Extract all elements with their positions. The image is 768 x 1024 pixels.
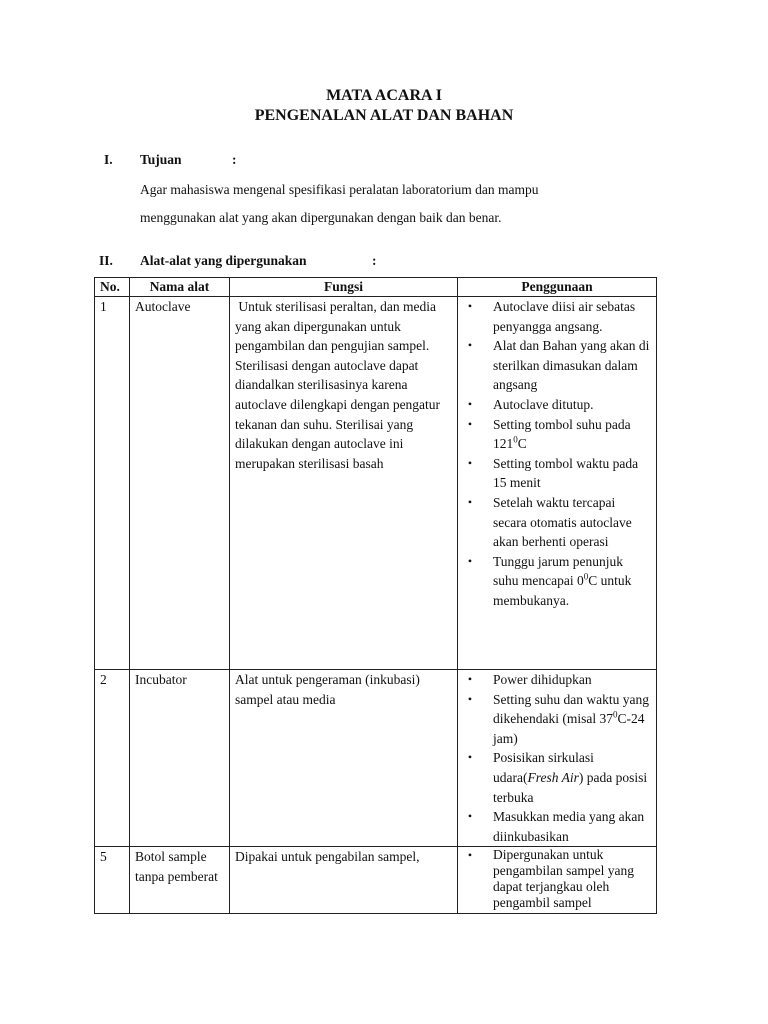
usage-step — [463, 690, 651, 749]
usage-step-text: Posisikan sirkulasi udara( — [493, 750, 594, 785]
header-nama-alat: Nama alat — [130, 278, 230, 297]
usage-step — [463, 807, 651, 846]
section-title: Alat-alat yang dipergunakan — [140, 253, 307, 268]
bullet-icon: • — [467, 672, 473, 686]
cell-no: 1 — [95, 297, 130, 670]
usage-step — [463, 670, 651, 690]
usage-step-text: C — [517, 436, 527, 452]
title-line-2: PENGENALAN ALAT DAN BAHAN — [254, 107, 514, 124]
usage-step — [463, 395, 651, 415]
bullet-icon: • — [467, 338, 473, 353]
tujuan-paragraph — [140, 176, 620, 232]
paragraph-line: Agar mahasiswa mengenal spesifikasi peralatan laboratorium dan mampu — [140, 182, 539, 197]
degree-superscript: 0 — [612, 709, 618, 720]
degree-superscript: 0 — [583, 571, 589, 582]
usage-step-text: Setelah waktu tercapai secara otomatis autoclave akan berhenti operasi — [493, 494, 632, 550]
paragraph-line: menggunakan alat yang akan dipergunakan dengan baik dan benar. — [140, 210, 502, 225]
page-title — [0, 86, 768, 126]
section-number: II. — [99, 253, 113, 268]
bullet-icon: • — [467, 416, 473, 431]
header-penggunaan: Penggunaan — [458, 278, 657, 297]
cell-nama-alat: Autoclave — [130, 297, 230, 670]
section-title: Tujuan — [140, 152, 182, 167]
table-row — [95, 670, 657, 847]
cell-penggunaan — [458, 847, 657, 914]
title-line-1: MATA ACARA I — [326, 87, 442, 104]
header-fungsi: Fungsi — [230, 278, 458, 297]
cell-fungsi: Alat untuk pengeraman (inkubasi) sampel atau media — [230, 670, 458, 847]
usage-step-text: Alat dan Bahan yang akan di sterilkan dimasukan dalam angsang — [493, 338, 650, 393]
usage-step — [463, 297, 651, 336]
bullet-icon: • — [467, 553, 473, 568]
usage-step-text: Setting suhu dan waktu yang dikehendaki (misal 37 — [493, 691, 649, 727]
table-row — [95, 297, 657, 670]
usage-step — [463, 454, 651, 493]
cell-penggunaan — [458, 670, 657, 847]
bullet-icon: • — [467, 455, 473, 470]
usage-step — [463, 847, 651, 911]
cell-penggunaan — [458, 297, 657, 670]
cell-nama-alat: Incubator — [130, 670, 230, 847]
bullet-icon: • — [467, 691, 473, 706]
bullet-icon: • — [467, 299, 473, 313]
usage-step-text: Autoclave diisi air sebatas penyangga angsang. — [493, 299, 636, 334]
usage-steps-list — [463, 297, 651, 611]
usage-step-text: Dipergunakan untuk pengambilan sampel yang dapat terjangkau oleh pengambil sampel — [493, 847, 634, 911]
usage-steps-list — [463, 847, 651, 911]
cell-fungsi: Dipakai untuk pengabilan sampel, — [230, 847, 458, 914]
usage-step-text: Masukkan media yang akan diinkubasikan — [493, 809, 645, 844]
bullet-icon: • — [467, 750, 473, 765]
table-row — [95, 847, 657, 914]
usage-step — [463, 493, 651, 552]
bullet-icon: • — [467, 494, 473, 509]
usage-steps-list — [463, 670, 651, 846]
usage-step-emphasis: Fresh Air — [527, 769, 579, 785]
usage-step-text: C untuk membukanya. — [493, 573, 632, 608]
usage-step-text: Autoclave ditutup. — [493, 396, 594, 412]
degree-superscript: 0 — [513, 434, 518, 445]
section-colon: : — [372, 253, 377, 268]
section-number: I. — [104, 152, 113, 167]
cell-no: 2 — [95, 670, 130, 847]
usage-step — [463, 552, 651, 611]
cell-fungsi: Untuk sterilisasi peraltan, dan media yang akan dipergunakan untuk pengambilan dan pengujian sampel. Sterilisasi dengan autoclave dapat diandalkan sterilisasinya karena autoclave dilengkapi dengan pengatur tekanan dan suhu. Sterilisai yang dilakukan dengan autoclave ini merupakan sterilisasi basah — [230, 297, 458, 670]
cell-no: 5 — [95, 847, 130, 914]
table-header-row — [95, 278, 657, 297]
header-no: No. — [95, 278, 130, 297]
bullet-icon: • — [467, 396, 473, 411]
usage-step-text: Tunggu jarum penunjuk suhu mencapai 0 — [493, 553, 624, 589]
cell-nama-alat: Botol sample tanpa pemberat — [130, 847, 230, 914]
usage-step-text: Setting tombol waktu pada 15 menit — [493, 455, 639, 491]
bullet-icon: • — [467, 848, 473, 863]
usage-step — [463, 336, 651, 395]
usage-step — [463, 415, 651, 454]
usage-step-text: C-24 jam) — [493, 711, 645, 746]
usage-step-text: Power dihidupkan — [493, 672, 592, 687]
equipment-table — [94, 277, 657, 914]
usage-step-text: ) pada posisi terbuka — [493, 769, 648, 805]
usage-step — [463, 748, 651, 807]
bullet-icon: • — [467, 809, 473, 824]
section-colon: : — [232, 152, 237, 167]
usage-step-text: Setting tombol suhu pada 121 — [493, 416, 631, 452]
